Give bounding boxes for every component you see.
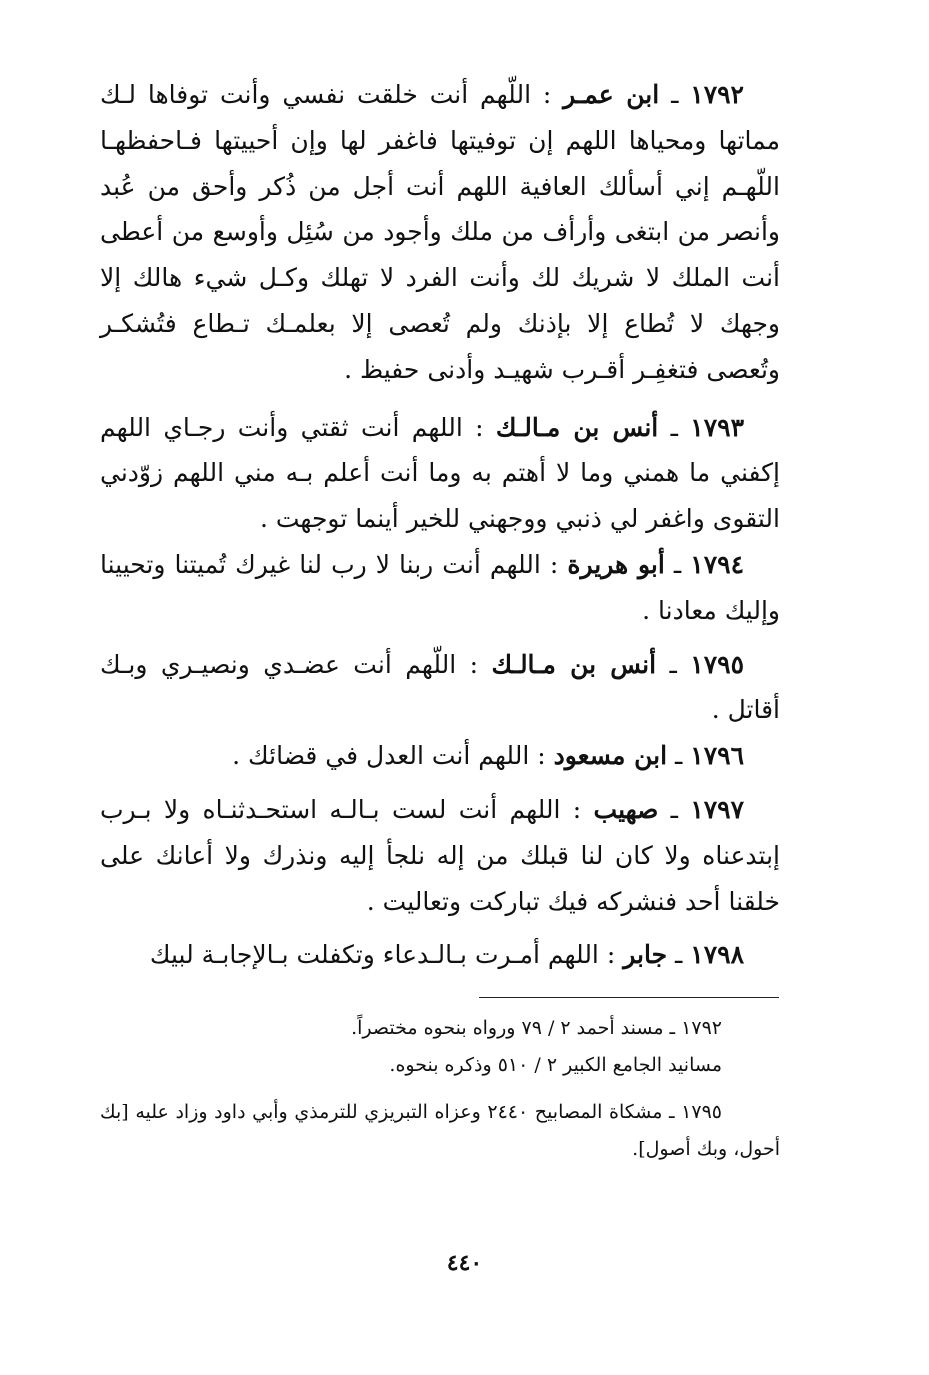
entry-separator: ـ — [659, 80, 679, 109]
entry-number: ١٧٩٣ — [690, 412, 744, 442]
entry-1796 — [100, 733, 780, 779]
entry-1797 — [100, 787, 780, 924]
entry-separator: ـ — [664, 549, 682, 579]
entry-colon: : — [531, 80, 552, 109]
entry-separator: ـ — [670, 794, 678, 824]
entry-narrator: أبو هريرة — [567, 549, 665, 579]
entry-number: ١٧٩٢ — [690, 80, 744, 109]
footnotes — [100, 1010, 780, 1168]
entry-text: اللهم أنت ثقتي وأنت رجـاي اللهم إكفني ما همني وما لا أهتم به وما أنت أعلم بـه مني اللهم زوّدني التقوى واغفر لي ذنبي ووجهني للخير أينما توجهت . — [100, 412, 780, 534]
entry-colon: : — [462, 412, 484, 442]
entry-narrator: ابن عمـر — [563, 80, 660, 109]
entry-narrator: أنس بن مـالـك — [495, 412, 659, 442]
main-text — [100, 72, 780, 978]
footnote-divider — [479, 997, 779, 998]
entry-text: اللهم أنت العدل في قضائك . — [232, 741, 530, 771]
entry-narrator: أنس بن مـالـك — [491, 649, 657, 679]
entry-1794 — [100, 542, 780, 634]
entry-text: اللهم أنت ربنا لا رب لنا غيرك تُميتنا وتحيينا وإليك معادنا . — [100, 549, 780, 625]
entry-1793 — [100, 405, 780, 542]
entry-narrator: جابر — [623, 940, 668, 970]
entry-text: اللهم أمـرت بـالـدعاء وتكفلت بـالإجابـة لبيك — [149, 940, 599, 970]
entry-separator: ـ — [656, 649, 677, 679]
footnote-1795: ١٧٩٥ ـ مشكاة المصابيح ٢٤٤٠ وعزاه التبريزي للترمذي وأبي داود وزاد عليه [بك أحول، وبك أصول]. — [100, 1101, 780, 1160]
entry-colon: : — [540, 549, 559, 579]
page-number: ٤٤٠ — [446, 1250, 483, 1276]
entry-narrator: صهيب — [593, 794, 659, 824]
entry-1795 — [100, 642, 780, 734]
footnote-1792-continued: مسانيد الجامع الكبير ٢ / ٥١٠ وذكره بنحوه. — [389, 1054, 722, 1076]
entry-text: اللّهم أنت عضـدي ونصيـري وبـك أقاتل . — [100, 649, 780, 725]
entry-number: ١٧٩٧ — [690, 794, 745, 824]
entry-number: ١٧٩٦ — [690, 741, 744, 771]
entry-colon: : — [598, 940, 616, 970]
entry-number: ١٧٩٥ — [690, 649, 745, 679]
entry-text: اللّهم أنت خلقت نفسي وأنت توفاها لـك مماتها ومحياها اللهم إن توفيتها فاغفر لها وإن أحييتها فـاحفظهـا اللّهـم إني أسألك العافية اللهم أنت أجل من ذُكر وأحق من عُبد وأنصر من ابتغى وأرأف من ملك وأجود من سُئِل وأوسع من أعطى أنت الملك لا شريك لك وأنت الفرد لا تهلك وكـل شيء هالك إلا وجهك لا تُطاع إلا بإذنك ولم تُعصى إلا بعلمـك تـطاع فتُشكـر وتُعصى فتغفِـر أقـرب شهيـد وأدنى حفيظ . — [100, 80, 780, 384]
entry-1798 — [100, 932, 780, 978]
footnote-1792: ١٧٩٢ ـ مسند أحمد ٢ / ٧٩ ورواه بنحوه مختصراً. — [351, 1017, 722, 1039]
entry-colon: : — [529, 741, 546, 771]
entry-colon: : — [560, 794, 582, 824]
entry-separator: ـ — [667, 741, 683, 771]
entry-number: ١٧٩٤ — [690, 549, 745, 579]
entry-text: اللهم أنت لست بـالـه استحـدثنـاه ولا بـرب إبتدعناه ولا كان لنا قبلك من إله نلجأ إليه ونذرك ولا أعانك على خلقنا أحد فنشركه فيك تباركت وتعاليت . — [100, 794, 780, 916]
entry-separator: ـ — [667, 940, 683, 970]
entry-narrator: ابن مسعود — [553, 741, 668, 771]
entry-number: ١٧٩٨ — [690, 940, 744, 970]
entry-colon: : — [456, 649, 479, 679]
entry-separator: ـ — [658, 412, 678, 442]
entry-1792 — [100, 72, 780, 393]
